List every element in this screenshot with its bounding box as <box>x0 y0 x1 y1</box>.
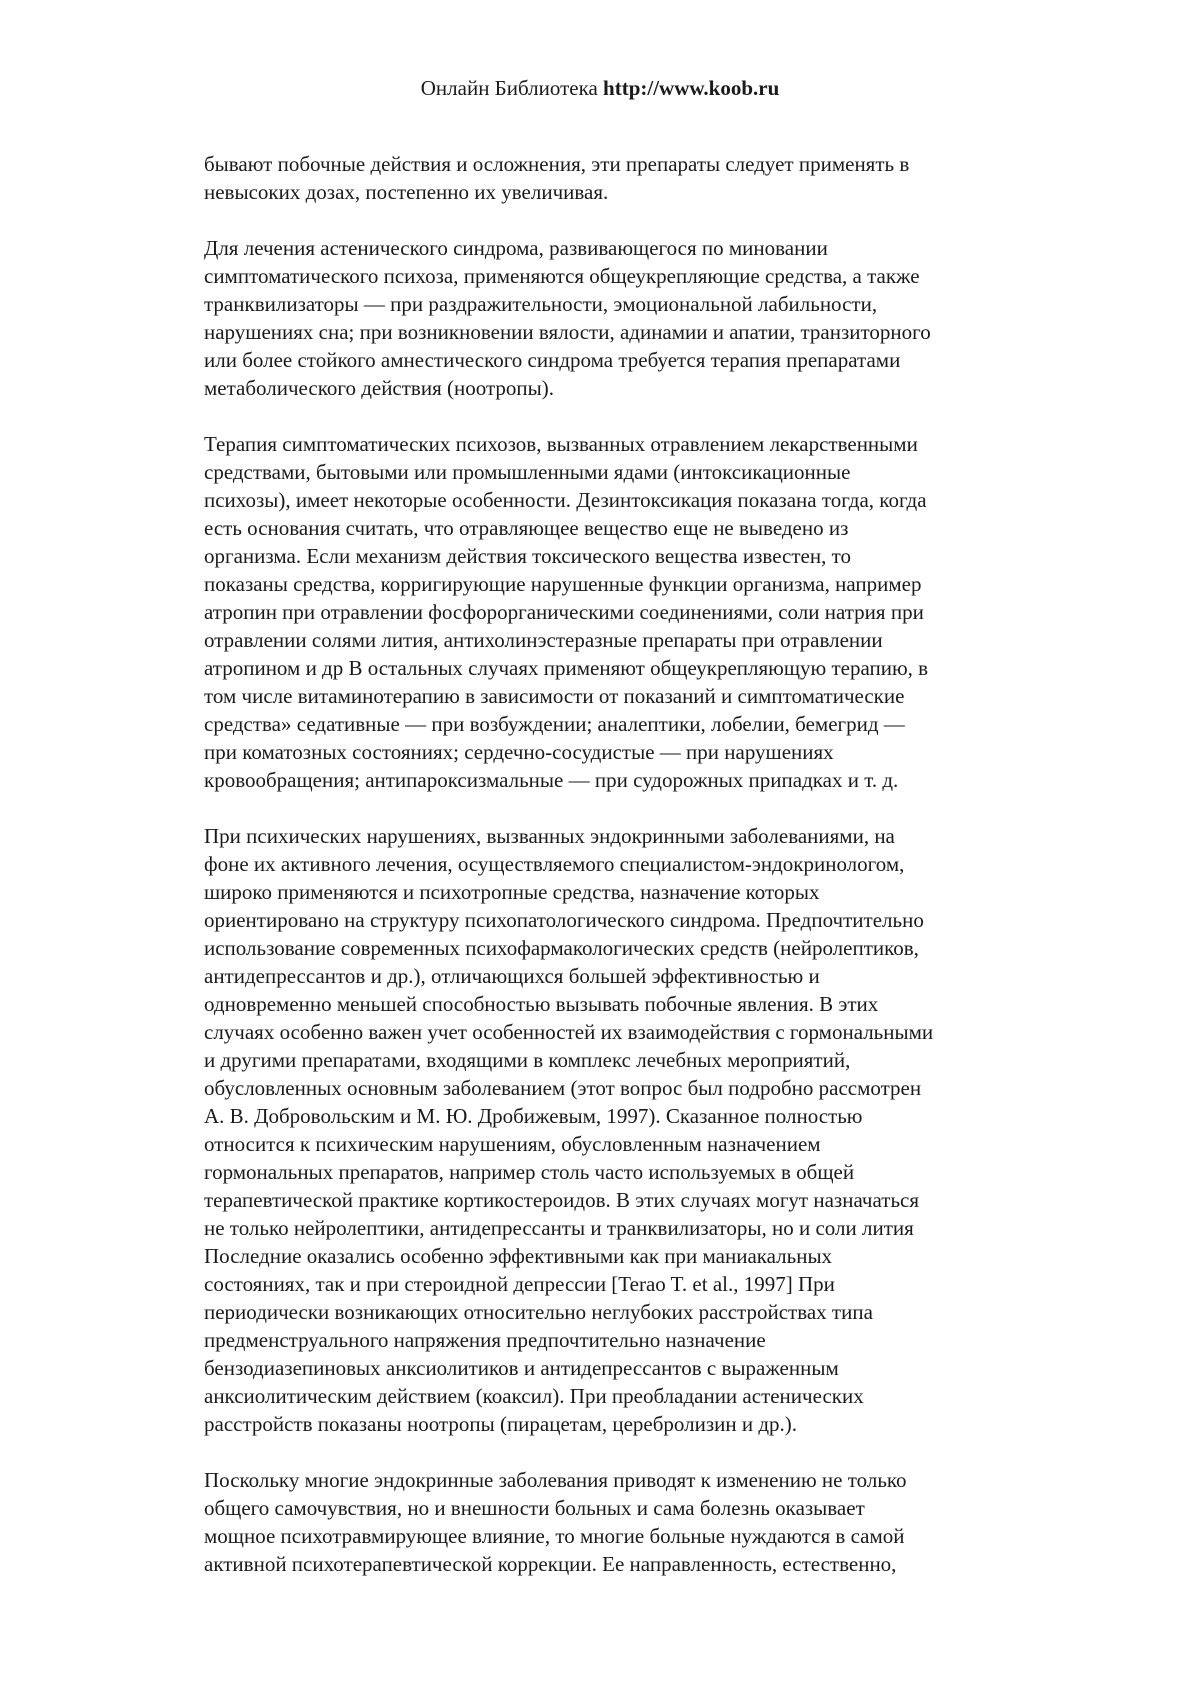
site-url-link[interactable]: http://www.koob.ru <box>603 76 780 100</box>
text-line: или более стойкого амнестического синдрома требуется терапия препаратами <box>204 348 901 372</box>
paragraph <box>204 822 1084 1438</box>
text-line: бензодиазепиновых анксиолитиков и антидепрессантов с выраженным <box>204 1356 839 1380</box>
text-line: Последние оказались особенно эффективными как при маниакальных <box>204 1244 833 1268</box>
text-line: случаях особенно важен учет особенностей их взаимодействия с гормональными <box>204 1020 934 1044</box>
text-line: мощное психотравмирующее влияние, то многие больные нуждаются в самой <box>204 1524 905 1548</box>
text-line: Терапия симптоматических психозов, вызванных отравлением лекарственными <box>204 432 918 456</box>
text-line: состояниях, так и при стероидной депрессии [Terao T. et al., 1997] При <box>204 1272 835 1296</box>
text-line: симптоматического психоза, применяются общеукрепляющие средства, а также <box>204 264 920 288</box>
text-line: есть основания считать, что отравляющее вещество еще не выведено из <box>204 516 849 540</box>
text-line: одновременно меньшей способностью вызывать побочные явления. В этих <box>204 992 879 1016</box>
text-line: метаболического действия (ноотропы). <box>204 376 554 400</box>
text-line: относится к психическим нарушениям, обусловленным назначением <box>204 1132 821 1156</box>
text-line: организма. Если механизм действия токсического вещества известен, то <box>204 544 851 568</box>
text-line: и другими препаратами, входящими в комплекс лечебных мероприятий, <box>204 1048 851 1072</box>
text-line: при коматозных состояниях; сердечно-сосудистые — при нарушениях <box>204 740 834 764</box>
text-line: обусловленных основным заболеванием (этот вопрос был подробно рассмотрен <box>204 1076 922 1100</box>
text-line: невысоких дозах, постепенно их увеличивая. <box>204 180 609 204</box>
text-line: атропином и др В остальных случаях применяют общеукрепляющую терапию, в <box>204 656 929 680</box>
text-line: Для лечения астенического синдрома, развивающегося по миновании <box>204 236 828 260</box>
text-line: фоне их активного лечения, осуществляемого специалистом-эндокринологом, <box>204 852 905 876</box>
text-line: общего самочувствия, но и внешности больных и сама болезнь оказывает <box>204 1496 865 1520</box>
text-line: широко применяются и психотропные средства, назначение которых <box>204 880 820 904</box>
text-line: том числе витаминотерапию в зависимости от показаний и симптоматические <box>204 684 905 708</box>
text-line: бывают побочные действия и осложнения, эти препараты следует применять в <box>204 152 910 176</box>
text-line: При психических нарушениях, вызванных эндокринными заболеваниями, на <box>204 824 895 848</box>
text-line: психозы), имеет некоторые особенности. Дезинтоксикация показана тогда, когда <box>204 488 927 512</box>
text-line: нарушениях сна; при возникновении вялости, адинамии и апатии, транзиторного <box>204 320 931 344</box>
text-line: гормональных препаратов, например столь часто используемых в общей <box>204 1160 855 1184</box>
text-line: А. В. Добровольским и М. Ю. Дробижевым, 1997). Сказанное полностью <box>204 1104 863 1128</box>
text-line: расстройств показаны ноотропы (пирацетам, церебролизин и др.). <box>204 1412 798 1436</box>
paragraph <box>204 150 1084 206</box>
page-header <box>0 74 1200 102</box>
text-line: ориентировано на структуру психопатологического синдрома. Предпочтительно <box>204 908 924 932</box>
text-line: отравлении солями лития, антихолинэстеразные препараты при отравлении <box>204 628 883 652</box>
paragraph <box>204 234 1084 402</box>
text-line: использование современных психофармакологических средств (нейролептиков, <box>204 936 919 960</box>
text-line: средства» седативные — при возбуждении; аналептики, лобелии, бемегрид — <box>204 712 905 736</box>
text-line: средствами, бытовыми или промышленными ядами (интоксикационные <box>204 460 851 484</box>
text-line: показаны средства, корригирующие нарушенные функции организма, например <box>204 572 922 596</box>
text-line: транквилизаторы — при раздражительности, эмоциональной лабильности, <box>204 292 878 316</box>
text-line: анксиолитическим действием (коаксил). При преобладании астенических <box>204 1384 864 1408</box>
paragraph <box>204 1466 1084 1578</box>
text-line: атропин при отравлении фосфорорганическими соединениями, соли натрия при <box>204 600 924 624</box>
text-line: кровообращения; антипароксизмальные — при судорожных припадках и т. д. <box>204 768 899 792</box>
document-body <box>204 150 1084 1578</box>
text-line: периодически возникающих относительно неглубоких расстройствах типа <box>204 1300 873 1324</box>
text-line: терапевтической практике кортикостероидов. В этих случаях могут назначаться <box>204 1188 920 1212</box>
text-line: не только нейролептики, антидепрессанты и транквилизаторы, но и соли лития <box>204 1216 914 1240</box>
text-line: активной психотерапевтической коррекции. Ее направленность, естественно, <box>204 1552 897 1576</box>
text-line: антидепрессантов и др.), отличающихся большей эффективностью и <box>204 964 820 988</box>
library-label: Онлайн Библиотека <box>420 76 598 100</box>
paragraph <box>204 430 1084 794</box>
text-line: Поскольку многие эндокринные заболевания приводят к изменению не только <box>204 1468 907 1492</box>
text-line: предменструального напряжения предпочтительно назначение <box>204 1328 766 1352</box>
